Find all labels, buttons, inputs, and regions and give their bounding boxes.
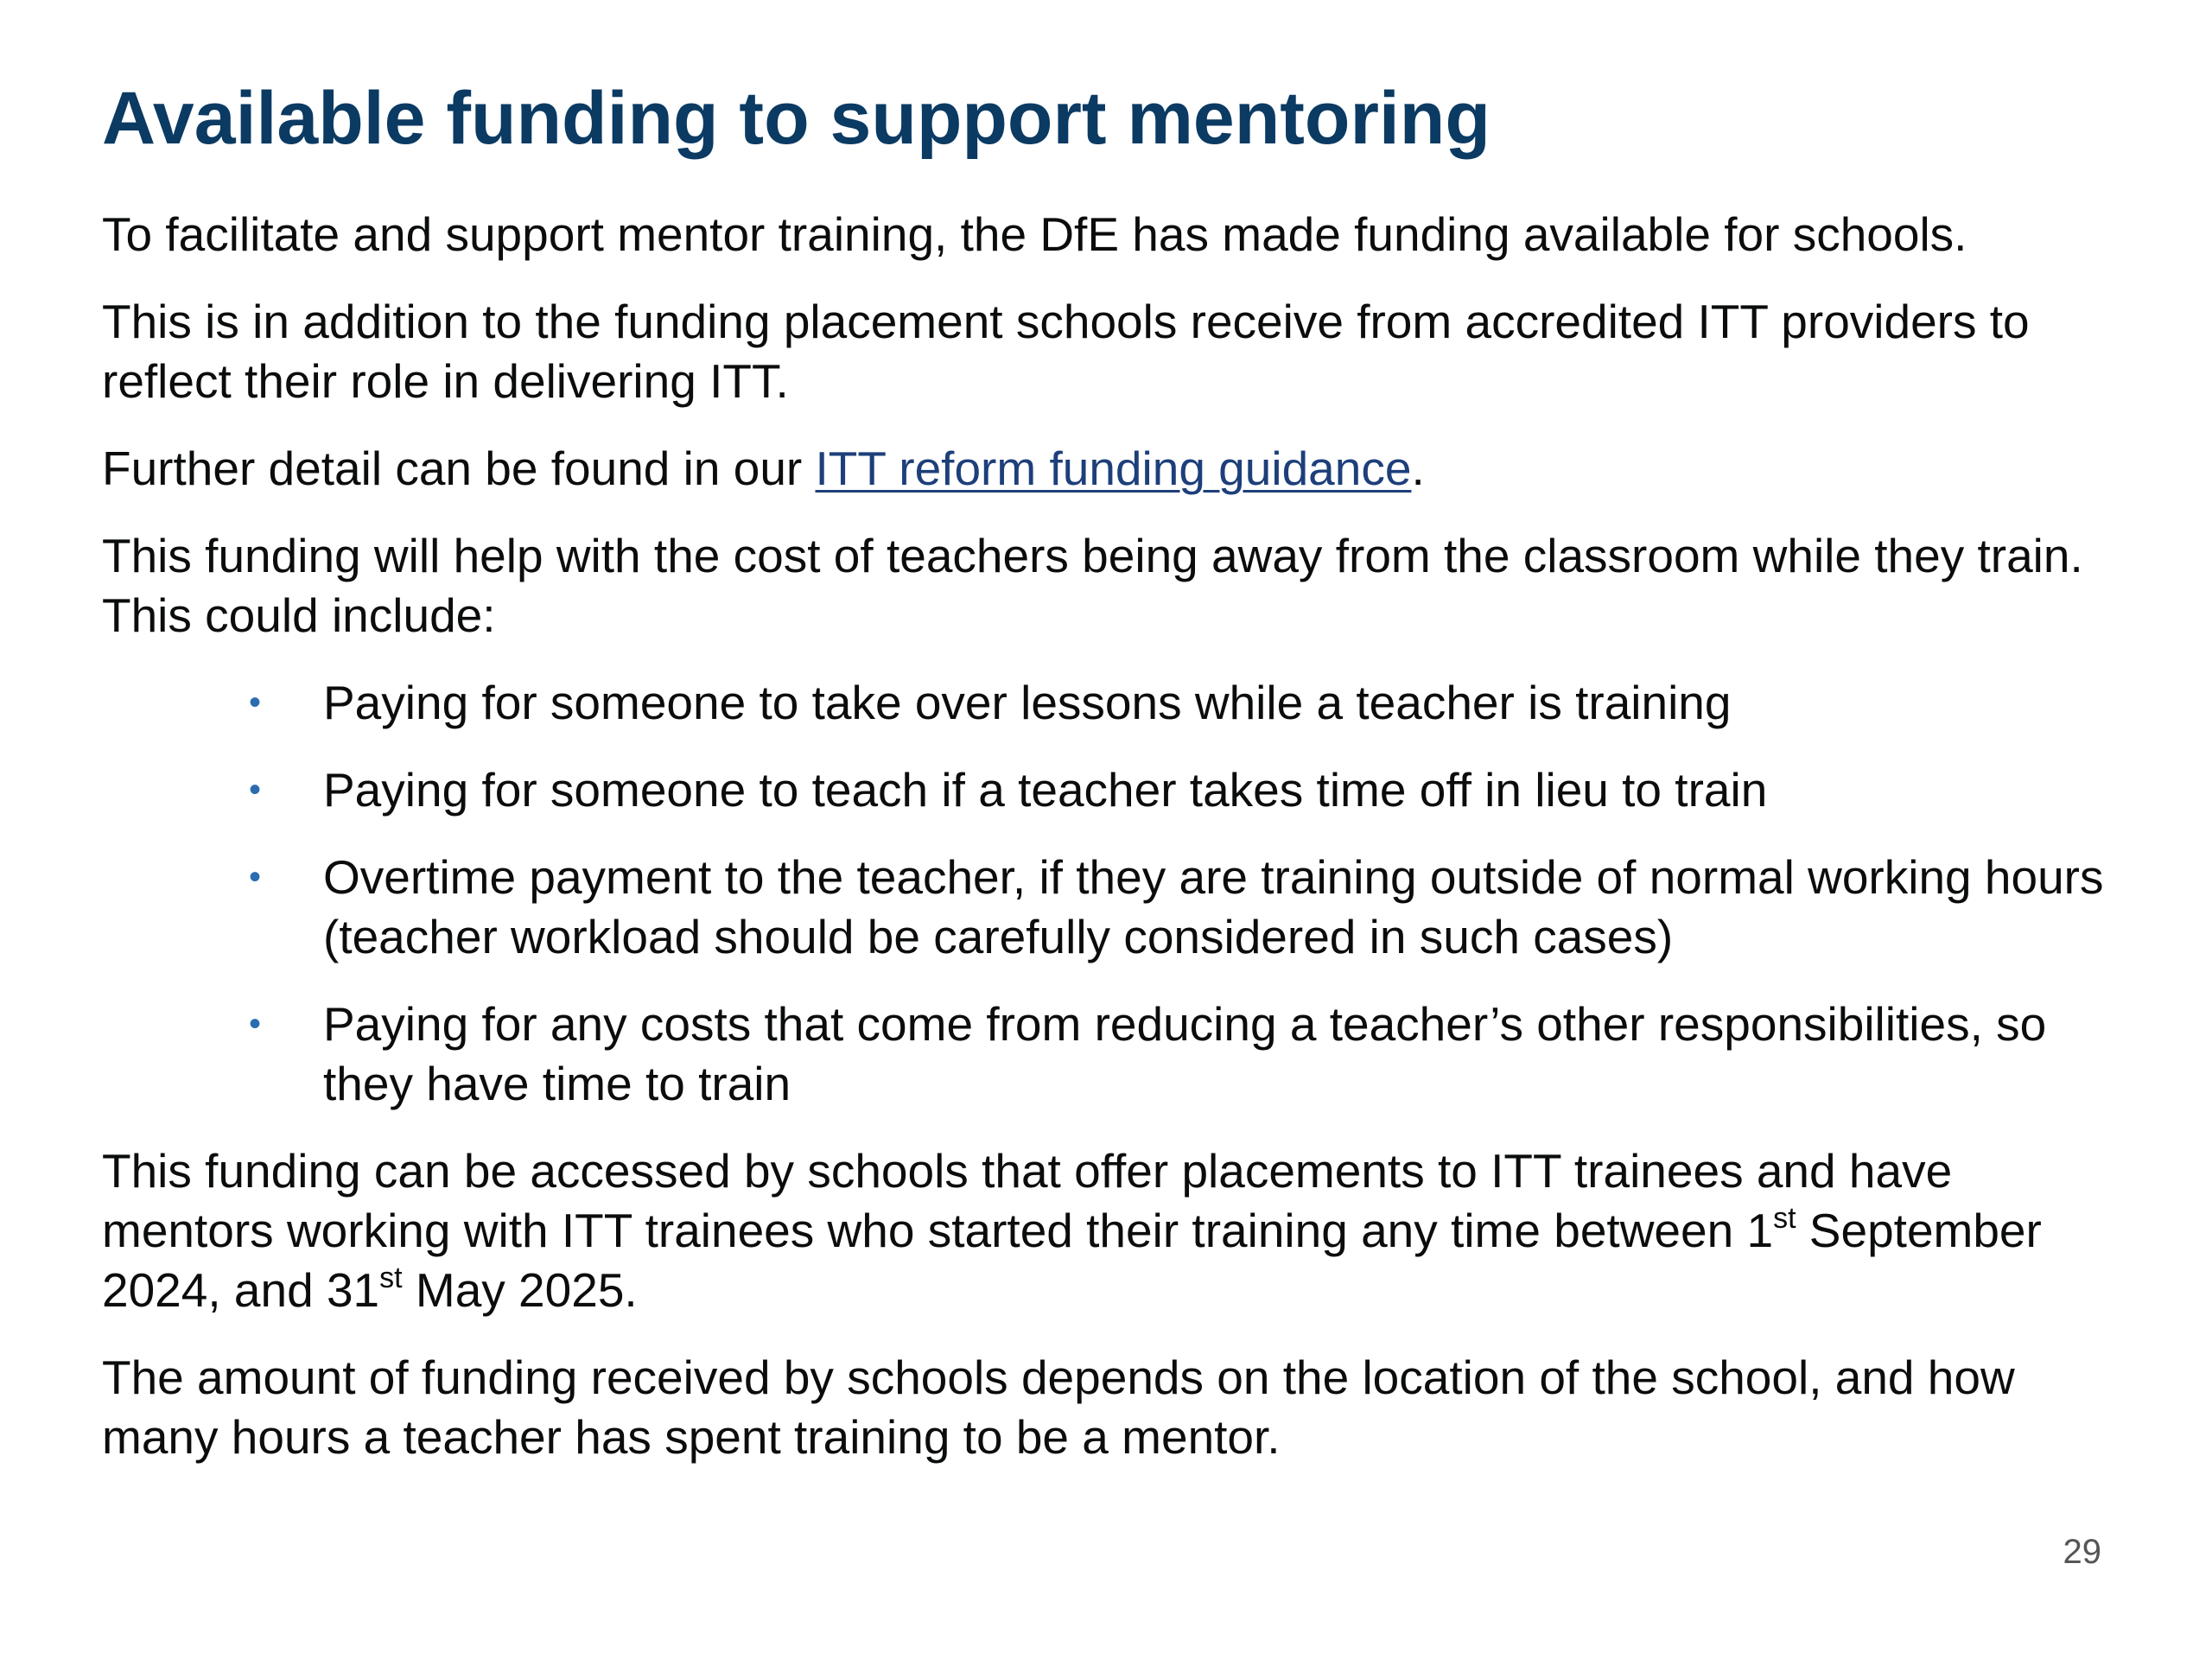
eligibility-text-3: May 2025. [402,1263,638,1317]
further-detail-end: . [1411,442,1425,495]
list-item [102,673,2115,733]
list-item-text: Paying for any costs that come from reducing a teacher’s other responsibilities, so they have time to train [323,997,2047,1110]
eligibility-paragraph [102,1141,2115,1320]
intro-paragraph: To facilitate and support mentor training, the DfE has made funding available for schools. [102,207,1967,261]
bullet-dot-icon: • [249,683,262,721]
further-detail-text: Further detail can be found in our [102,442,816,495]
funding-guidance-link[interactable]: ITT reform funding guidance [815,442,1412,495]
ordinal-suffix: st [1773,1202,1796,1235]
bullet-dot-icon: • [249,771,262,809]
additional-funding-paragraph: This is in addition to the funding placement schools receive from accredited ITT providers to reflect their role in delivering ITT. [102,295,2030,408]
bullet-dot-icon: • [249,858,262,896]
list-item-text: Paying for someone to take over lessons while a teacher is training [323,676,1732,729]
slide-body [102,205,2115,1495]
list-item-text: Paying for someone to teach if a teacher takes time off in lieu to train [323,763,1768,817]
eligibility-text-2: September 2024, and 31 [102,1204,2042,1317]
list-item-text: Overtime payment to the teacher, if they are training outside of normal working hours (teacher workload should be carefully considered in such cases) [323,850,2104,963]
list-item [102,760,2115,820]
list-item [102,995,2115,1114]
further-detail-paragraph [102,439,2115,499]
page-number: 29 [2063,1533,2101,1571]
amount-paragraph: The amount of funding received by schools depends on the location of the school, and how many hours a teacher has spent training to be a mentor. [102,1351,2015,1464]
page-title: Available funding to support mentoring [102,77,1491,160]
ordinal-suffix: st [379,1262,403,1294]
eligibility-text-1: This funding can be accessed by schools that offer placements to ITT trainees and have mentors working with ITT trainees who started their training any time between 1 [102,1144,1953,1257]
cost-paragraph: This funding will help with the cost of teachers being away from the classroom while they train. This could include: [102,529,2083,642]
list-item [102,848,2115,967]
cost-list [102,673,2115,1114]
bullet-dot-icon: • [249,1005,262,1043]
